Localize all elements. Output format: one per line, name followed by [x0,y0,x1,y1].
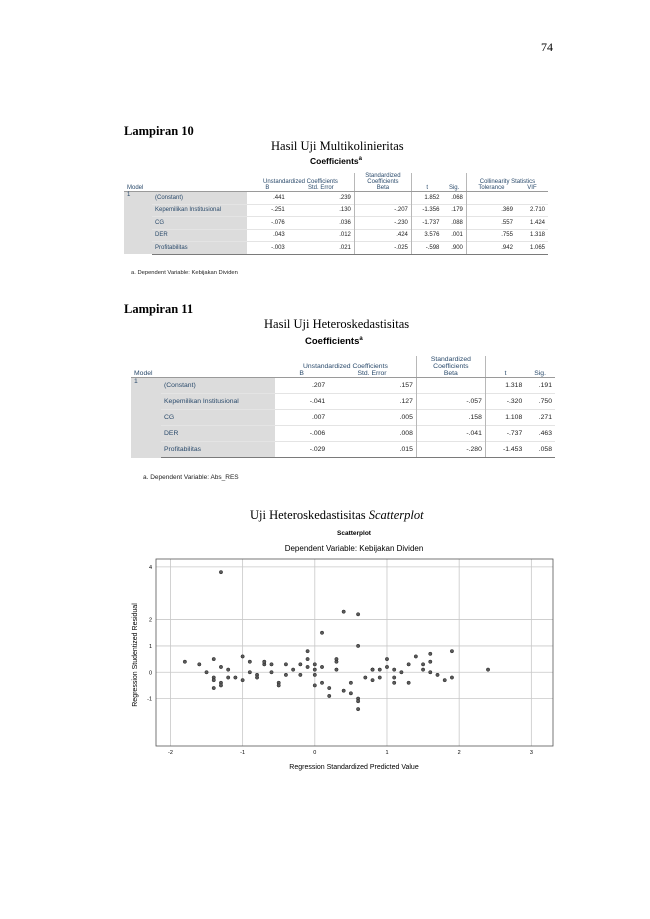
cell-t: -1.737 [411,217,442,230]
label-header-spacer [161,356,275,370]
cell-tol [466,192,516,205]
scatter-point [226,676,229,679]
beta-header: Beta [354,185,411,192]
scatter-point [277,684,280,687]
y-tick-label: 2 [148,617,152,624]
table-row [131,442,555,458]
scatter-point [212,657,215,660]
table-row [124,204,548,217]
heteroskedastisitas-table [131,356,555,458]
cell-vif [516,192,548,205]
model-number: 1 [131,378,161,458]
scatter-point [299,673,302,676]
scatter-point [270,671,273,674]
model-number: 1 [124,192,152,255]
scatterplot-chart [126,555,556,775]
cell-beta [354,192,411,205]
t-header-spacer [485,356,525,370]
tol-header: Tolerance [466,185,516,192]
row-label: DER [161,426,275,442]
scatter-point [183,660,186,663]
table-title-sup: a [358,156,362,163]
scatter-point [198,663,201,666]
cell-t: 1.318 [485,378,525,394]
scatter-point [429,671,432,674]
scatter-point [313,673,316,676]
table-row [124,242,548,255]
row-label: (Constant) [152,192,247,205]
cell-b: -.029 [275,442,328,458]
scatter-point [429,652,432,655]
row-label: CG [161,410,275,426]
scatter-point [320,665,323,668]
scatter-point [263,660,266,663]
scatter-point [335,657,338,660]
scatter-point [436,673,439,676]
x-tick-label: 2 [457,750,461,756]
y-tick-label: 4 [148,564,152,571]
cell-b: -.003 [247,242,288,255]
scatter-point [349,692,352,695]
scatter-point [393,676,396,679]
table-row [131,426,555,442]
scatter-section-title [250,508,424,523]
model-header-spacer [124,173,152,185]
scatter-point [313,668,316,671]
sig-header: Sig. [442,185,466,192]
row-label: Kepemilikan Institusional [152,204,247,217]
cell-vif: 1.424 [516,217,548,230]
se-header: Std. Error [288,185,355,192]
cell-sig: .191 [525,378,555,394]
scatter-point [270,663,273,666]
table-row [131,410,555,426]
x-tick-label: -1 [240,750,246,756]
table-row [124,217,548,230]
scatter-point [356,644,359,647]
scatter-point [234,676,237,679]
cell-se: .015 [328,442,416,458]
table-row [124,192,548,205]
scatter-point [450,649,453,652]
cell-t: -.320 [485,394,525,410]
cell-se: .036 [288,217,355,230]
cell-se: .012 [288,229,355,242]
scatter-point [241,678,244,681]
x-tick-label: 3 [529,750,533,756]
scatter-point [421,668,424,671]
cell-beta: -.057 [416,394,485,410]
scatter-point [486,668,489,671]
scatter-point [248,660,251,663]
cell-t: -.737 [485,426,525,442]
cell-vif: 1.065 [516,242,548,255]
model-header: Model [124,185,152,192]
coefficients-table-2-title [305,336,363,347]
std-header: Standardized Coefficients [416,356,485,370]
scatter-point [429,660,432,663]
scatter-point [443,678,446,681]
cell-b: .207 [275,378,328,394]
cell-sig: .088 [442,217,466,230]
table-2-footnote: a. Dependent Variable: Abs_RES [143,474,239,481]
scatter-point [313,663,316,666]
scatter-point [205,671,208,674]
scatter-point [328,694,331,697]
cell-vif: 2.710 [516,204,548,217]
row-label: DER [152,229,247,242]
scatter-point [385,657,388,660]
cell-se: .005 [328,410,416,426]
cell-se: .127 [328,394,416,410]
scatter-point [414,655,417,658]
cell-sig: .179 [442,204,466,217]
scatter-point [284,673,287,676]
cell-beta: .424 [354,229,411,242]
scatter-point [378,668,381,671]
scatter-point [356,707,359,710]
chart-grid [156,559,553,746]
scatter-point [219,570,222,573]
std-header: Standardized Coefficients [354,173,411,185]
scatter-point [364,676,367,679]
cell-beta: -.041 [416,426,485,442]
scatter-point [291,668,294,671]
cell-sig: .750 [525,394,555,410]
label-header [161,370,275,378]
cell-b: -.006 [275,426,328,442]
table-row [131,394,555,410]
scatter-point [356,613,359,616]
unstd-header: Unstandardized Coefficients [262,179,338,185]
scatter-point [400,671,403,674]
scatter-point [313,684,316,687]
scatter-point [450,676,453,679]
b-header: B [275,370,328,378]
scatter-point [306,657,309,660]
scatter-point [219,665,222,668]
table-title-sup: a [359,336,363,342]
cell-vif: 1.318 [516,229,548,242]
cell-sig: .068 [442,192,466,205]
scatter-point [284,663,287,666]
y-tick-label: -1 [147,696,152,703]
scatter-point [356,700,359,703]
scatter-point [342,610,345,613]
chart-title: Scatterplot [337,530,371,537]
t-header: t [485,370,525,378]
scatter-point [342,689,345,692]
coefficients-table-1-title [310,156,362,166]
x-axis-label: Regression Standardized Predicted Value [289,764,419,771]
row-label: CG [152,217,247,230]
cell-t: 1.108 [485,410,525,426]
x-tick-label: -2 [167,750,173,756]
cell-sig: .463 [525,426,555,442]
scatter-point [299,663,302,666]
sig-header: Sig. [525,370,555,378]
cell-t: -1.356 [411,204,442,217]
scatter-point [328,686,331,689]
cell-se: .157 [328,378,416,394]
cell-se: .130 [288,204,355,217]
cell-b: -.076 [247,217,288,230]
cell-tol: .369 [466,204,516,217]
cell-sig: .271 [525,410,555,426]
cell-b: -.251 [247,204,288,217]
scatter-point [378,676,381,679]
lampiran-10-title: Hasil Uji Multikolinieritas [271,139,404,153]
x-tick-labels [168,750,533,756]
table-row [124,229,548,242]
cell-t: 3.576 [411,229,442,242]
cell-b: -.041 [275,394,328,410]
scatter-point [371,678,374,681]
scatter-point [371,668,374,671]
cell-b: .043 [247,229,288,242]
lampiran-11-title: Hasil Uji Heteroskedastisitas [264,317,410,331]
scatter-point [407,681,410,684]
table-title-text: Coefficients [305,336,360,348]
cell-sig: .001 [442,229,466,242]
cell-beta: .158 [416,410,485,426]
scatter-point [212,686,215,689]
cell-tol: .942 [466,242,516,255]
cell-se: .008 [328,426,416,442]
x-tick-label: 1 [385,750,389,756]
cell-b: .007 [275,410,328,426]
table-1-footnote: a. Dependent Variable: Kebijakan Dividen [131,270,238,276]
b-header: B [247,185,288,192]
cell-tol: .755 [466,229,516,242]
cell-sig: .058 [525,442,555,458]
cell-b: .441 [247,192,288,205]
cell-beta: -.207 [354,204,411,217]
chart-subtitle: Dependent Variable: Kebijakan Dividen [284,544,424,553]
model-header: Model [131,370,161,378]
cell-tol: .557 [466,217,516,230]
scatter-point [393,668,396,671]
sig-header-spacer [442,173,466,185]
cell-beta: -.280 [416,442,485,458]
cell-beta: -.230 [354,217,411,230]
scatter-point [248,671,251,674]
vif-header: VIF [516,185,548,192]
scatter-point [226,668,229,671]
y-tick-label: 0 [148,670,152,677]
scatter-point [219,684,222,687]
lampiran-10-heading: Lampiran 10 [124,124,194,138]
row-label: (Constant) [161,378,275,394]
scatter-title-italic: Scatterplot [368,508,424,522]
unstd-header: Unstandardized Coefficients [302,363,388,370]
t-header: t [411,185,442,192]
scatter-point [421,663,424,666]
sig-header-spacer [525,356,555,370]
lampiran-11-heading: Lampiran 11 [124,302,194,316]
x-tick-label: 0 [313,750,317,756]
scatter-point [320,681,323,684]
table-title-text: Coefficients [310,156,359,166]
scatter-points [183,570,490,710]
page-number: 74 [541,40,553,54]
beta-header: Beta [416,370,485,378]
scatter-point [349,681,352,684]
y-tick-label: 1 [148,643,152,650]
table-row [131,378,555,394]
label-header-spacer [152,173,247,185]
scatter-title-prefix: Uji Heteroskedastisitas [250,508,369,522]
se-header: Std. Error [328,370,416,378]
model-header-spacer [131,356,161,370]
cell-beta [416,378,485,394]
t-header-spacer [411,173,442,185]
scatter-point [212,678,215,681]
cell-t: 1.852 [411,192,442,205]
scatter-point [306,665,309,668]
scatter-point [306,649,309,652]
scatter-point [335,668,338,671]
scatter-point [407,663,410,666]
collin-header: Collinearity Statistics [466,173,548,185]
multikolinieritas-table [124,173,548,255]
y-tick-labels [147,565,152,703]
cell-se: .021 [288,242,355,255]
scatter-point [255,676,258,679]
cell-beta: -.025 [354,242,411,255]
scatter-point [393,681,396,684]
cell-t: -.598 [411,242,442,255]
cell-sig: .900 [442,242,466,255]
row-label: Profitabilitas [161,442,275,458]
cell-t: -1.453 [485,442,525,458]
plot-frame [156,559,553,746]
row-label: Profitabilitas [152,242,247,255]
scatter-point [385,665,388,668]
cell-se: .239 [288,192,355,205]
scatter-point [241,655,244,658]
y-axis-label: Regression Studentized Residual [132,603,139,707]
row-label: Kepemilikan Institusional [161,394,275,410]
scatter-point [320,631,323,634]
